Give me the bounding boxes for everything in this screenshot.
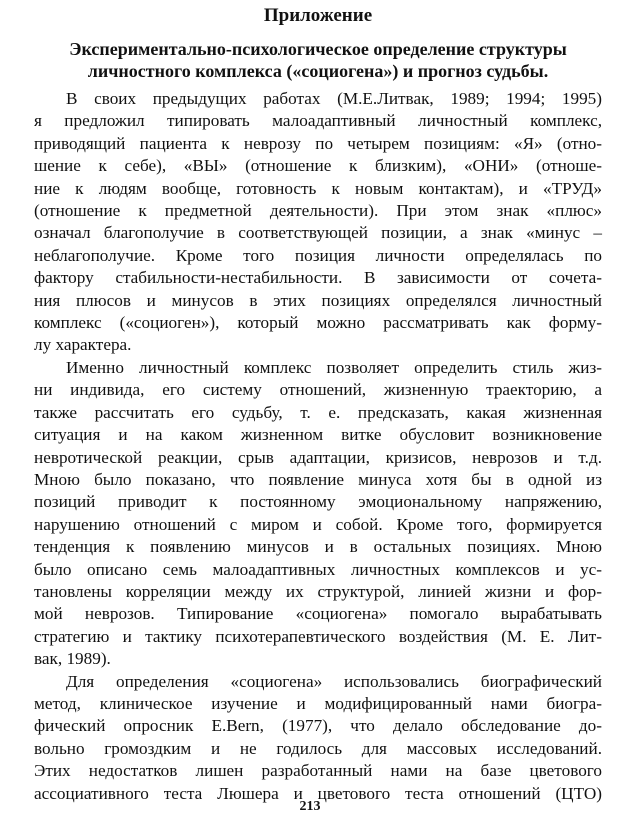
text-line: ситуация и на каком жизненном витке обусловит возникновение <box>34 425 602 445</box>
text-line: лу характера. <box>34 335 132 355</box>
text-line: Этих недостатков лишен разработанный нами на базе цветового <box>34 761 602 781</box>
paragraph-3 <box>34 671 602 805</box>
text-line: шение к себе), «ВЫ» (отношение к близким), «ОНИ» (отноше- <box>34 156 602 176</box>
paragraph-1 <box>34 88 602 357</box>
text-line: невротической реакции, срыв адаптации, кризисов, неврозов и т.д. <box>34 447 602 467</box>
appendix-title: Приложение <box>263 5 373 26</box>
text-line: стратегию и тактику психотерапевтического воздействия (М. Е. Лит- <box>34 626 602 646</box>
text-line: (отношение к предметной деятельности). При этом знак «плюс» <box>34 201 602 221</box>
text-line: В своих предыдущих работах (М.Е.Литвак, 1989; 1994; 1995) <box>66 89 602 108</box>
text-line: Для определения «социогена» использовались биографический <box>66 671 602 691</box>
section-title-line: личностного комплекса («социогена») и прогноз судьбы. <box>87 61 549 81</box>
text-line: ассоциативного теста Люшера и цветового теста отношений (ЦТО) <box>34 783 602 803</box>
text-line: комплекс («социоген»), который можно рассматривать как форму- <box>34 313 602 333</box>
text-line: неблагополучие. Кроме того позиция личности определялась по <box>34 245 602 265</box>
text-line: ни индивида, его систему отношений, жизненную траекторию, а <box>34 380 602 400</box>
section-title <box>34 38 602 82</box>
text-line: вольно громоздким и не годилось для массовых исследований. <box>34 738 602 758</box>
paragraph-2 <box>34 357 602 671</box>
text-line: мой неврозов. Типирование «социогена» помогало вырабатывать <box>34 604 602 624</box>
text-line: вак, 1989). <box>34 649 111 669</box>
text-line: ние к людям вообще, готовность к новым контактам), и «ТРУД» <box>34 178 602 198</box>
text-line: приводящий пациента к неврозу по четырем позициям: «Я» (отно- <box>34 133 602 153</box>
text-line: было описано семь малоадаптивных личностных комплексов и ус- <box>34 559 602 579</box>
text-line: фический опросник E.Bern, (1977), что делало обследование до- <box>34 716 602 736</box>
text-line: позиций приводит к постоянному эмоциональному напряжению, <box>34 492 602 512</box>
text-line: тенденция к появлению минусов и в остальных позициях. Мною <box>34 537 602 557</box>
page-number: 213 <box>299 799 321 814</box>
section-title-line: Экспериментально-психологическое определение структуры <box>69 39 567 59</box>
text-line: ния плюсов и минусов в этих позициях определялся личностный <box>34 290 602 310</box>
text-line: Мною было показано, что появление минуса хотя бы в одной из <box>34 469 602 489</box>
document-page <box>34 4 602 805</box>
text-line: фактору стабильности-нестабильности. В зависимости от сочета- <box>34 268 602 288</box>
text-line: также рассчитать его судьбу, т. е. предсказать, какая жизненная <box>34 402 602 422</box>
text-line: метод, клиническое изучение и модифицированный нами биогра- <box>34 693 602 713</box>
text-line: Именно личностный комплекс позволяет определить стиль жиз- <box>66 357 602 377</box>
text-line: я предложил типировать малоадаптивный личностный комплекс, <box>34 111 602 131</box>
text-line: означал благополучие в соответствующей позиции, а знак «минус – <box>34 223 602 243</box>
text-line: нарушению отношений с миром и собой. Кроме того, формируется <box>34 514 602 534</box>
text-line: тановлены корреляции между их структурой, линией жизни и фор- <box>34 581 602 601</box>
